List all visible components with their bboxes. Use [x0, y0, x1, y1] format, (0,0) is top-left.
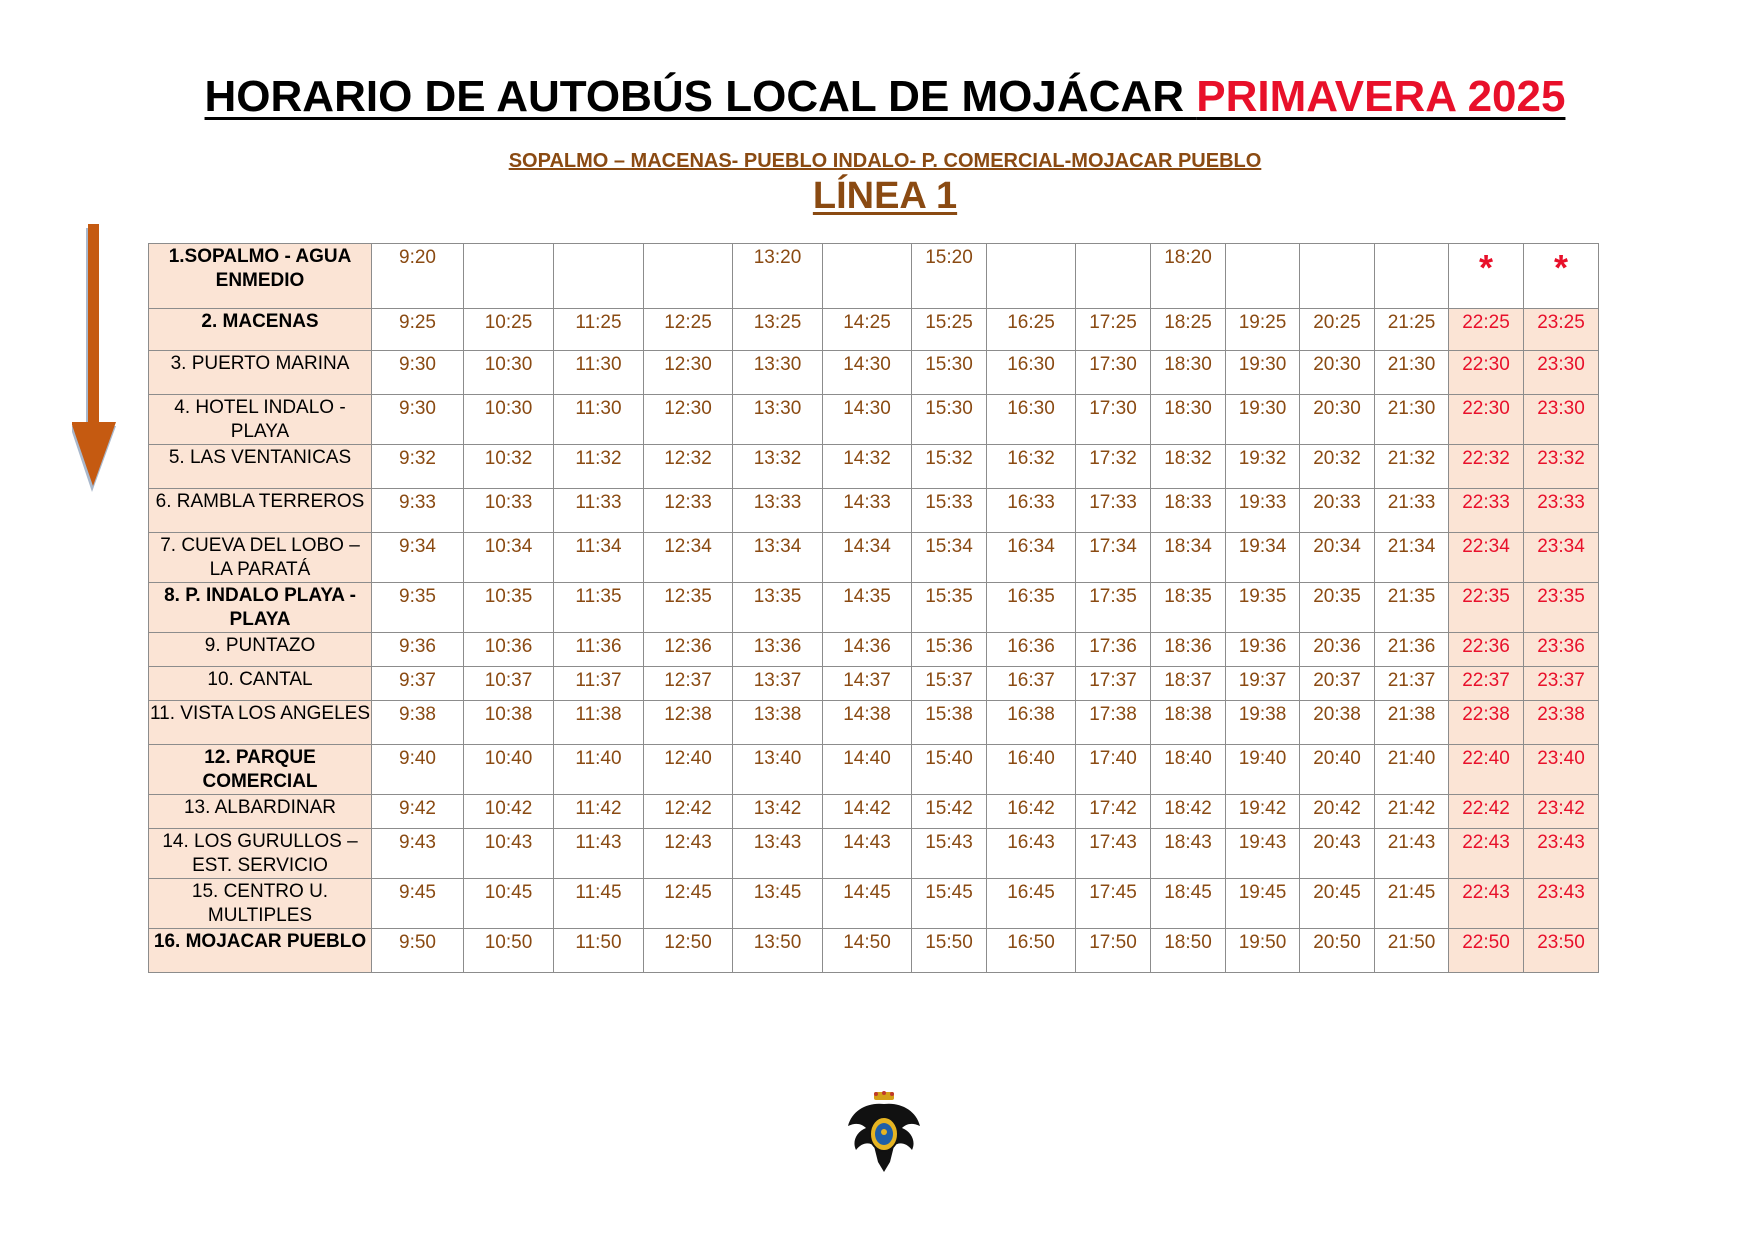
- time-cell: 16:36: [987, 633, 1076, 667]
- time-cell: 11:30: [554, 351, 644, 395]
- time-cell: 23:34: [1524, 533, 1599, 583]
- stop-name: 10. CANTAL: [149, 667, 372, 701]
- time-cell: 13:36: [733, 633, 823, 667]
- time-cell: 22:35: [1449, 583, 1524, 633]
- time-cell: 14:40: [823, 745, 912, 795]
- time-cell: 18:43: [1151, 829, 1226, 879]
- time-cell: 22:38: [1449, 701, 1524, 745]
- time-cell: 14:25: [823, 309, 912, 351]
- time-cell: 12:32: [644, 445, 733, 489]
- stop-name: 5. LAS VENTANICAS: [149, 445, 372, 489]
- time-cell: [554, 244, 644, 309]
- time-cell: 19:34: [1226, 533, 1300, 583]
- time-cell: 17:45: [1076, 879, 1151, 929]
- time-cell: 23:43: [1524, 829, 1599, 879]
- time-cell: 9:36: [372, 633, 464, 667]
- time-cell: 18:30: [1151, 395, 1226, 445]
- time-cell: 10:40: [464, 745, 554, 795]
- time-cell: 14:45: [823, 879, 912, 929]
- time-cell: 9:25: [372, 309, 464, 351]
- time-cell: 13:33: [733, 489, 823, 533]
- time-cell: 22:25: [1449, 309, 1524, 351]
- table-row: [149, 583, 1599, 633]
- stop-name: 6. RAMBLA TERREROS: [149, 489, 372, 533]
- time-cell: 20:30: [1300, 395, 1375, 445]
- time-cell: 11:42: [554, 795, 644, 829]
- time-cell: 16:37: [987, 667, 1076, 701]
- time-cell: 17:30: [1076, 351, 1151, 395]
- time-cell: 19:45: [1226, 879, 1300, 929]
- time-cell: 21:43: [1375, 829, 1449, 879]
- time-cell: 21:32: [1375, 445, 1449, 489]
- time-cell: [1076, 244, 1151, 309]
- time-cell: 12:34: [644, 533, 733, 583]
- stop-name: 16. MOJACAR PUEBLO: [149, 929, 372, 973]
- time-cell: 20:37: [1300, 667, 1375, 701]
- time-cell: 11:25: [554, 309, 644, 351]
- time-cell: [987, 244, 1076, 309]
- time-cell: 20:30: [1300, 351, 1375, 395]
- time-cell: 17:37: [1076, 667, 1151, 701]
- time-cell: 20:50: [1300, 929, 1375, 973]
- table-row: [149, 489, 1599, 533]
- page-title: [0, 72, 1755, 122]
- time-cell: 13:38: [733, 701, 823, 745]
- time-cell: 11:33: [554, 489, 644, 533]
- table-row: [149, 533, 1599, 583]
- time-cell: 16:25: [987, 309, 1076, 351]
- time-cell: 21:30: [1375, 351, 1449, 395]
- time-cell: 22:43: [1449, 829, 1524, 879]
- time-cell: 15:38: [912, 701, 987, 745]
- time-cell: 15:33: [912, 489, 987, 533]
- time-cell: 22:30: [1449, 395, 1524, 445]
- time-cell: 16:34: [987, 533, 1076, 583]
- time-cell: 12:36: [644, 633, 733, 667]
- time-cell: 14:32: [823, 445, 912, 489]
- time-cell: 18:20: [1151, 244, 1226, 309]
- table-row: [149, 879, 1599, 929]
- time-cell: 17:33: [1076, 489, 1151, 533]
- time-cell: 15:45: [912, 879, 987, 929]
- time-cell: 15:20: [912, 244, 987, 309]
- time-cell: 21:30: [1375, 395, 1449, 445]
- night-service-marker: *: [1524, 244, 1599, 309]
- table-row: [149, 795, 1599, 829]
- time-cell: 18:32: [1151, 445, 1226, 489]
- time-cell: 23:30: [1524, 351, 1599, 395]
- time-cell: 18:42: [1151, 795, 1226, 829]
- time-cell: 9:40: [372, 745, 464, 795]
- time-cell: 13:43: [733, 829, 823, 879]
- time-cell: 12:30: [644, 351, 733, 395]
- time-cell: 15:32: [912, 445, 987, 489]
- time-cell: 10:34: [464, 533, 554, 583]
- time-cell: 13:34: [733, 533, 823, 583]
- time-cell: 11:32: [554, 445, 644, 489]
- time-cell: 17:36: [1076, 633, 1151, 667]
- time-cell: 13:32: [733, 445, 823, 489]
- time-cell: 10:36: [464, 633, 554, 667]
- time-cell: 16:30: [987, 351, 1076, 395]
- stop-name: 15. CENTRO U. MULTIPLES: [149, 879, 372, 929]
- time-cell: 18:25: [1151, 309, 1226, 351]
- time-cell: 12:42: [644, 795, 733, 829]
- stop-name: 8. P. INDALO PLAYA - PLAYA: [149, 583, 372, 633]
- time-cell: 12:25: [644, 309, 733, 351]
- time-cell: 10:37: [464, 667, 554, 701]
- time-cell: 14:50: [823, 929, 912, 973]
- time-cell: 16:32: [987, 445, 1076, 489]
- time-cell: 15:40: [912, 745, 987, 795]
- time-cell: 15:36: [912, 633, 987, 667]
- down-arrow-icon: [72, 220, 124, 496]
- time-cell: 13:50: [733, 929, 823, 973]
- time-cell: 15:25: [912, 309, 987, 351]
- time-cell: 19:37: [1226, 667, 1300, 701]
- time-cell: 18:33: [1151, 489, 1226, 533]
- time-cell: 11:36: [554, 633, 644, 667]
- time-cell: 18:50: [1151, 929, 1226, 973]
- title-main: HORARIO DE AUTOBÚS LOCAL DE MOJÁCAR: [204, 72, 1184, 121]
- time-cell: [1226, 244, 1300, 309]
- time-cell: 9:30: [372, 395, 464, 445]
- stop-name: 13. ALBARDINAR: [149, 795, 372, 829]
- time-cell: 21:40: [1375, 745, 1449, 795]
- time-cell: 16:33: [987, 489, 1076, 533]
- time-cell: 10:30: [464, 395, 554, 445]
- time-cell: 23:42: [1524, 795, 1599, 829]
- time-cell: 17:34: [1076, 533, 1151, 583]
- coat-of-arms-icon: [846, 1090, 922, 1174]
- time-cell: 12:33: [644, 489, 733, 533]
- time-cell: 15:50: [912, 929, 987, 973]
- line-label: LÍNEA 1: [812, 175, 958, 217]
- time-cell: 10:42: [464, 795, 554, 829]
- time-cell: 10:45: [464, 879, 554, 929]
- time-cell: 9:32: [372, 445, 464, 489]
- time-cell: 16:35: [987, 583, 1076, 633]
- time-cell: 23:37: [1524, 667, 1599, 701]
- time-cell: 9:43: [372, 829, 464, 879]
- time-cell: 16:43: [987, 829, 1076, 879]
- stop-name: 11. VISTA LOS ANGELES: [149, 701, 372, 745]
- time-cell: 13:20: [733, 244, 823, 309]
- stop-name: 7. CUEVA DEL LOBO – LA PARATÁ: [149, 533, 372, 583]
- time-cell: 17:25: [1076, 309, 1151, 351]
- time-cell: 13:40: [733, 745, 823, 795]
- time-cell: [464, 244, 554, 309]
- time-cell: 10:25: [464, 309, 554, 351]
- time-cell: 17:40: [1076, 745, 1151, 795]
- time-cell: 9:45: [372, 879, 464, 929]
- time-cell: 19:43: [1226, 829, 1300, 879]
- time-cell: 17:35: [1076, 583, 1151, 633]
- time-cell: 9:50: [372, 929, 464, 973]
- table-row: [149, 745, 1599, 795]
- time-cell: 19:36: [1226, 633, 1300, 667]
- time-cell: 21:50: [1375, 929, 1449, 973]
- time-cell: 23:40: [1524, 745, 1599, 795]
- time-cell: 10:35: [464, 583, 554, 633]
- time-cell: 10:50: [464, 929, 554, 973]
- time-cell: 14:42: [823, 795, 912, 829]
- time-cell: 20:43: [1300, 829, 1375, 879]
- time-cell: 12:35: [644, 583, 733, 633]
- time-cell: 11:40: [554, 745, 644, 795]
- time-cell: 20:40: [1300, 745, 1375, 795]
- table-row: [149, 309, 1599, 351]
- time-cell: 16:42: [987, 795, 1076, 829]
- time-cell: [823, 244, 912, 309]
- time-cell: 12:37: [644, 667, 733, 701]
- time-cell: 9:37: [372, 667, 464, 701]
- time-cell: 18:30: [1151, 351, 1226, 395]
- time-cell: 13:30: [733, 395, 823, 445]
- time-cell: 23:50: [1524, 929, 1599, 973]
- time-cell: 19:33: [1226, 489, 1300, 533]
- time-cell: 11:38: [554, 701, 644, 745]
- time-cell: 20:35: [1300, 583, 1375, 633]
- time-cell: 19:40: [1226, 745, 1300, 795]
- time-cell: 23:30: [1524, 395, 1599, 445]
- time-cell: 9:38: [372, 701, 464, 745]
- time-cell: 12:45: [644, 879, 733, 929]
- time-cell: 16:50: [987, 929, 1076, 973]
- time-cell: 16:38: [987, 701, 1076, 745]
- time-cell: 12:40: [644, 745, 733, 795]
- time-cell: 23:36: [1524, 633, 1599, 667]
- time-cell: 21:42: [1375, 795, 1449, 829]
- time-cell: 23:43: [1524, 879, 1599, 929]
- time-cell: 22:37: [1449, 667, 1524, 701]
- table-row: [149, 244, 1599, 309]
- time-cell: 18:38: [1151, 701, 1226, 745]
- time-cell: 15:30: [912, 395, 987, 445]
- time-cell: 13:30: [733, 351, 823, 395]
- time-cell: 22:43: [1449, 879, 1524, 929]
- table-row: [149, 701, 1599, 745]
- time-cell: 22:30: [1449, 351, 1524, 395]
- time-cell: 22:34: [1449, 533, 1524, 583]
- time-cell: 19:30: [1226, 395, 1300, 445]
- stop-name: 9. PUNTAZO: [149, 633, 372, 667]
- time-cell: 13:35: [733, 583, 823, 633]
- time-cell: 12:30: [644, 395, 733, 445]
- table-row: [149, 829, 1599, 879]
- time-cell: 11:30: [554, 395, 644, 445]
- stop-name: 12. PARQUE COMERCIAL: [149, 745, 372, 795]
- time-cell: 9:34: [372, 533, 464, 583]
- time-cell: [1375, 244, 1449, 309]
- time-cell: 9:33: [372, 489, 464, 533]
- time-cell: 21:37: [1375, 667, 1449, 701]
- time-cell: 15:30: [912, 351, 987, 395]
- time-cell: 21:35: [1375, 583, 1449, 633]
- stop-name: 14. LOS GURULLOS – EST. SERVICIO: [149, 829, 372, 879]
- time-cell: 9:42: [372, 795, 464, 829]
- time-cell: [644, 244, 733, 309]
- time-cell: 12:50: [644, 929, 733, 973]
- time-cell: 23:35: [1524, 583, 1599, 633]
- time-cell: 13:42: [733, 795, 823, 829]
- time-cell: 21:36: [1375, 633, 1449, 667]
- time-cell: 14:37: [823, 667, 912, 701]
- time-cell: 17:42: [1076, 795, 1151, 829]
- time-cell: 15:34: [912, 533, 987, 583]
- time-cell: 19:50: [1226, 929, 1300, 973]
- time-cell: 20:32: [1300, 445, 1375, 489]
- time-cell: 10:38: [464, 701, 554, 745]
- time-cell: 11:37: [554, 667, 644, 701]
- table-row: [149, 929, 1599, 973]
- time-cell: 13:37: [733, 667, 823, 701]
- time-cell: 18:40: [1151, 745, 1226, 795]
- time-cell: 21:25: [1375, 309, 1449, 351]
- time-cell: 9:30: [372, 351, 464, 395]
- time-cell: 17:30: [1076, 395, 1151, 445]
- time-cell: 10:33: [464, 489, 554, 533]
- time-cell: 14:35: [823, 583, 912, 633]
- stop-name: 1.SOPALMO - AGUA ENMEDIO: [149, 244, 372, 309]
- time-cell: 20:36: [1300, 633, 1375, 667]
- table-row: [149, 351, 1599, 395]
- time-cell: 19:32: [1226, 445, 1300, 489]
- time-cell: 19:25: [1226, 309, 1300, 351]
- table-row: [149, 445, 1599, 489]
- time-cell: 17:38: [1076, 701, 1151, 745]
- time-cell: 20:45: [1300, 879, 1375, 929]
- time-cell: 9:20: [372, 244, 464, 309]
- time-cell: 14:30: [823, 351, 912, 395]
- time-cell: 20:38: [1300, 701, 1375, 745]
- time-cell: 12:38: [644, 701, 733, 745]
- time-cell: 10:43: [464, 829, 554, 879]
- time-cell: 18:34: [1151, 533, 1226, 583]
- time-cell: 18:45: [1151, 879, 1226, 929]
- time-cell: 23:32: [1524, 445, 1599, 489]
- time-cell: 10:32: [464, 445, 554, 489]
- time-cell: 16:30: [987, 395, 1076, 445]
- table-row: [149, 667, 1599, 701]
- time-cell: 16:40: [987, 745, 1076, 795]
- time-cell: 22:40: [1449, 745, 1524, 795]
- time-cell: 22:42: [1449, 795, 1524, 829]
- time-cell: 16:45: [987, 879, 1076, 929]
- time-cell: 13:25: [733, 309, 823, 351]
- time-cell: 21:34: [1375, 533, 1449, 583]
- time-cell: 14:34: [823, 533, 912, 583]
- time-cell: 11:45: [554, 879, 644, 929]
- time-cell: 22:33: [1449, 489, 1524, 533]
- schedule-body: [149, 244, 1599, 973]
- time-cell: 17:50: [1076, 929, 1151, 973]
- title-season: PRIMAVERA 2025: [1196, 72, 1566, 121]
- time-cell: 20:33: [1300, 489, 1375, 533]
- time-cell: 9:35: [372, 583, 464, 633]
- time-cell: 22:50: [1449, 929, 1524, 973]
- time-cell: 11:35: [554, 583, 644, 633]
- time-cell: 15:35: [912, 583, 987, 633]
- time-cell: 10:30: [464, 351, 554, 395]
- time-cell: 22:36: [1449, 633, 1524, 667]
- time-cell: 14:43: [823, 829, 912, 879]
- time-cell: 21:33: [1375, 489, 1449, 533]
- time-cell: 20:42: [1300, 795, 1375, 829]
- time-cell: 11:34: [554, 533, 644, 583]
- time-cell: 18:37: [1151, 667, 1226, 701]
- time-cell: 17:32: [1076, 445, 1151, 489]
- time-cell: 18:35: [1151, 583, 1226, 633]
- time-cell: 11:50: [554, 929, 644, 973]
- time-cell: 14:38: [823, 701, 912, 745]
- stop-name: 2. MACENAS: [149, 309, 372, 351]
- time-cell: [1300, 244, 1375, 309]
- time-cell: 17:43: [1076, 829, 1151, 879]
- night-service-marker: *: [1449, 244, 1524, 309]
- time-cell: 15:43: [912, 829, 987, 879]
- stop-name: 4. HOTEL INDALO - PLAYA: [149, 395, 372, 445]
- time-cell: 21:45: [1375, 879, 1449, 929]
- time-cell: 14:36: [823, 633, 912, 667]
- time-cell: 23:33: [1524, 489, 1599, 533]
- time-cell: 21:38: [1375, 701, 1449, 745]
- time-cell: 20:25: [1300, 309, 1375, 351]
- time-cell: 15:37: [912, 667, 987, 701]
- time-cell: 14:33: [823, 489, 912, 533]
- time-cell: 23:25: [1524, 309, 1599, 351]
- time-cell: 19:38: [1226, 701, 1300, 745]
- stop-name: 3. PUERTO MARINA: [149, 351, 372, 395]
- time-cell: 18:36: [1151, 633, 1226, 667]
- schedule-table: [148, 243, 1599, 973]
- route-subtitle: SOPALMO – MACENAS- PUEBLO INDALO- P. COMERCIAL-MOJACAR PUEBLO: [508, 150, 1262, 172]
- time-cell: 23:38: [1524, 701, 1599, 745]
- time-cell: 15:42: [912, 795, 987, 829]
- time-cell: 12:43: [644, 829, 733, 879]
- time-cell: 19:30: [1226, 351, 1300, 395]
- time-cell: 11:43: [554, 829, 644, 879]
- time-cell: 22:32: [1449, 445, 1524, 489]
- table-row: [149, 395, 1599, 445]
- time-cell: 19:35: [1226, 583, 1300, 633]
- time-cell: 20:34: [1300, 533, 1375, 583]
- time-cell: 19:42: [1226, 795, 1300, 829]
- table-row: [149, 633, 1599, 667]
- time-cell: 14:30: [823, 395, 912, 445]
- time-cell: 13:45: [733, 879, 823, 929]
